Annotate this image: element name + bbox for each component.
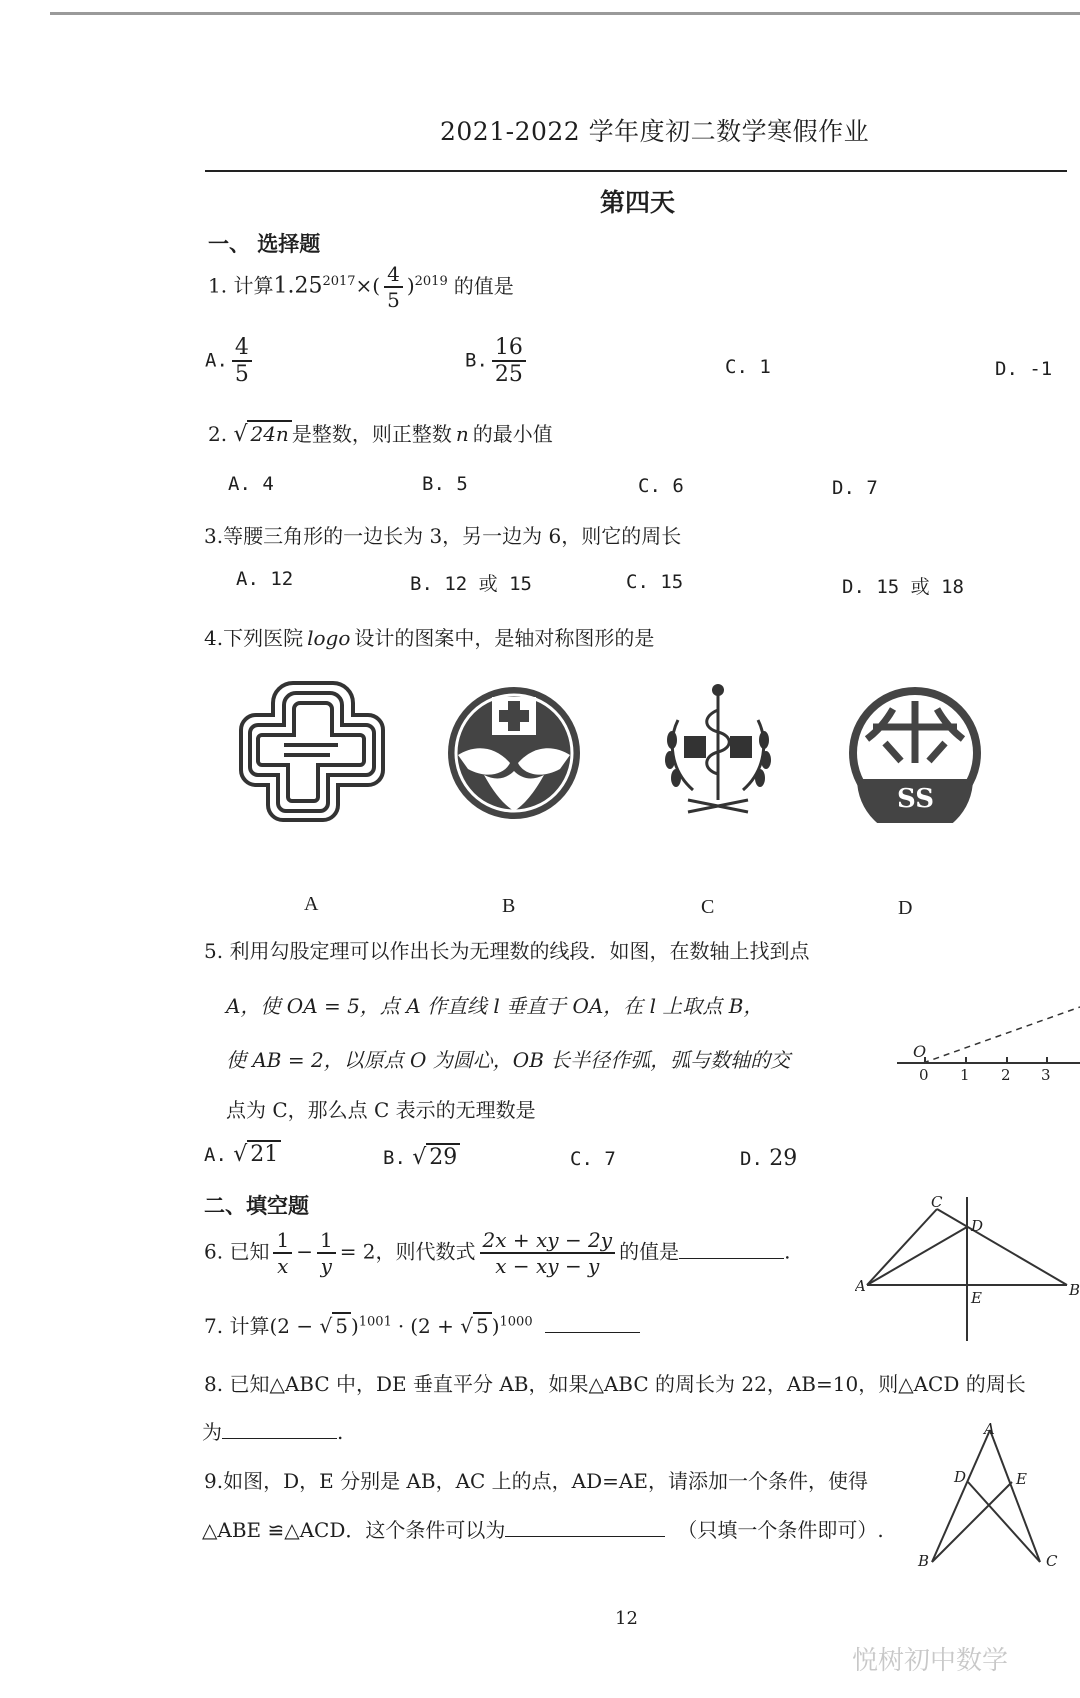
logo-label-d: D bbox=[898, 897, 913, 919]
question-1: 1. 计算$1.25^{2017}\times$( $\frac{4}{5}$ )$^{2019}$ 的值是 bbox=[208, 262, 514, 312]
q1-option-d: D. -1 bbox=[995, 358, 1053, 380]
fig9-label-a: A bbox=[984, 1420, 995, 1438]
question-4: 4.下列医院 logo 设计的图案中，是轴对称图形的是 bbox=[204, 626, 655, 650]
fig9-label-b: B bbox=[918, 1552, 930, 1570]
question-8-line1: 8. 已知△ABC 中，DE 垂直平分 AB，如果△ABC 的周长为 22，AB=10，则△ACD 的周长 bbox=[204, 1372, 1026, 1396]
question-7: 7. 计算(2 − √ 5 )$^{1001}$ · (2 + √ 5 )$^{1000}$ bbox=[204, 1310, 640, 1339]
q7-answer-blank[interactable] bbox=[545, 1332, 640, 1333]
q3-option-b: B. 12 或 15 bbox=[410, 573, 532, 595]
q5-option-a: A. √ 21 bbox=[204, 1140, 281, 1167]
q5-option-c: C. 7 bbox=[570, 1148, 616, 1170]
axis-origin-label: O bbox=[913, 1042, 927, 1061]
watermark-text: 悦树初中数学 bbox=[852, 1646, 1009, 1676]
hospital-logo-c-icon bbox=[648, 680, 788, 825]
number-line-figure bbox=[895, 995, 1080, 1085]
q2-option-a: A. 4 bbox=[228, 473, 274, 495]
fig8-label-d: D bbox=[971, 1217, 984, 1235]
logo-label-a: A bbox=[304, 893, 319, 915]
triangle-ade-figure bbox=[912, 1420, 1072, 1580]
question-8-line2: 为 . bbox=[202, 1420, 344, 1444]
question-6: 6. 已知 $\frac{1}{x}$ − $\frac{1}{y}$ = 2，则代数式 $\frac{2x + xy - 2y}{x - xy - y}$ 的值是 . bbox=[204, 1228, 791, 1278]
axis-tick-3: 3 bbox=[1041, 1066, 1051, 1084]
worksheet-title: 2021-2022 学年度初二数学寒假作业 bbox=[440, 117, 870, 146]
q6-answer-blank[interactable] bbox=[679, 1258, 784, 1259]
fig8-label-b: B bbox=[1069, 1281, 1080, 1299]
q8-answer-blank[interactable] bbox=[222, 1438, 337, 1439]
day-title: 第四天 bbox=[600, 188, 676, 217]
fig9-label-d: D bbox=[954, 1468, 967, 1486]
q5-option-b: B. √ 29 bbox=[383, 1143, 460, 1170]
fig8-label-c: C bbox=[931, 1195, 943, 1211]
logo-label-b: B bbox=[502, 895, 516, 917]
triangle-abc-figure bbox=[855, 1195, 1080, 1345]
axis-tick-2: 2 bbox=[1001, 1066, 1011, 1084]
q9-answer-blank[interactable] bbox=[505, 1536, 665, 1537]
section-fill-heading: 二、填空题 bbox=[204, 1193, 309, 1218]
q2-option-c: C. 6 bbox=[638, 475, 684, 497]
question-3: 3.等腰三角形的一边长为 3，另一边为 6，则它的周长 bbox=[204, 524, 682, 548]
question-2: 2. √ 24n 是整数，则正整数 n 的最小值 bbox=[208, 422, 553, 447]
axis-tick-1: 1 bbox=[960, 1066, 970, 1084]
scan-edge-line bbox=[50, 12, 1080, 15]
q1-option-c: C. 1 bbox=[725, 356, 771, 378]
q3-option-a: A. 12 bbox=[236, 568, 294, 590]
fig8-label-a: A bbox=[855, 1277, 866, 1295]
q3-option-c: C. 15 bbox=[626, 571, 684, 593]
hospital-logo-d-icon bbox=[845, 683, 985, 823]
header-divider bbox=[205, 170, 1067, 172]
question-5-line1: 5. 利用勾股定理可以作出长为无理数的线段．如图，在数轴上找到点 bbox=[204, 939, 810, 963]
q2-option-d: D. 7 bbox=[832, 477, 878, 499]
page-number: 12 bbox=[615, 1608, 638, 1629]
fig9-label-c: C bbox=[1046, 1552, 1058, 1570]
q5-option-d: D. 29 bbox=[740, 1146, 798, 1171]
question-9-line2: △ABE ≌△ACD．这个条件可以为 （只填一个条件即可）. bbox=[202, 1518, 884, 1542]
q3-option-d: D. 15 或 18 bbox=[842, 576, 964, 598]
logo-label-c: C bbox=[701, 896, 715, 918]
fig9-label-e: E bbox=[1016, 1470, 1027, 1488]
fig8-label-e: E bbox=[971, 1289, 982, 1307]
question-5-line2: A，使 OA = 5，点 A 作直线 l 垂直于 OA，在 l 上取点 B， bbox=[226, 994, 764, 1018]
section-choice-heading: 一、 选择题 bbox=[208, 231, 321, 256]
svg-text:SS: SS bbox=[897, 784, 934, 814]
q2-option-b: B. 5 bbox=[422, 473, 468, 495]
axis-tick-0: 0 bbox=[919, 1066, 929, 1084]
q1-option-a: A. $\frac{4}{5}$ bbox=[205, 335, 256, 387]
hospital-logo-b-icon bbox=[444, 683, 584, 823]
question-5-line3: 使 AB = 2，以原点 O 为圆心，OB 长半径作弧，弧与数轴的交 bbox=[226, 1048, 791, 1072]
question-9-line1: 9.如图，D，E 分别是 AB，AC 上的点，AD=AE，请添加一个条件，使得 bbox=[204, 1469, 868, 1493]
q1-option-b: B. $\frac{16}{25}$ bbox=[465, 335, 530, 387]
question-5-line4: 点为 C，那么点 C 表示的无理数是 bbox=[226, 1098, 536, 1122]
hospital-logo-a-icon bbox=[238, 675, 388, 825]
